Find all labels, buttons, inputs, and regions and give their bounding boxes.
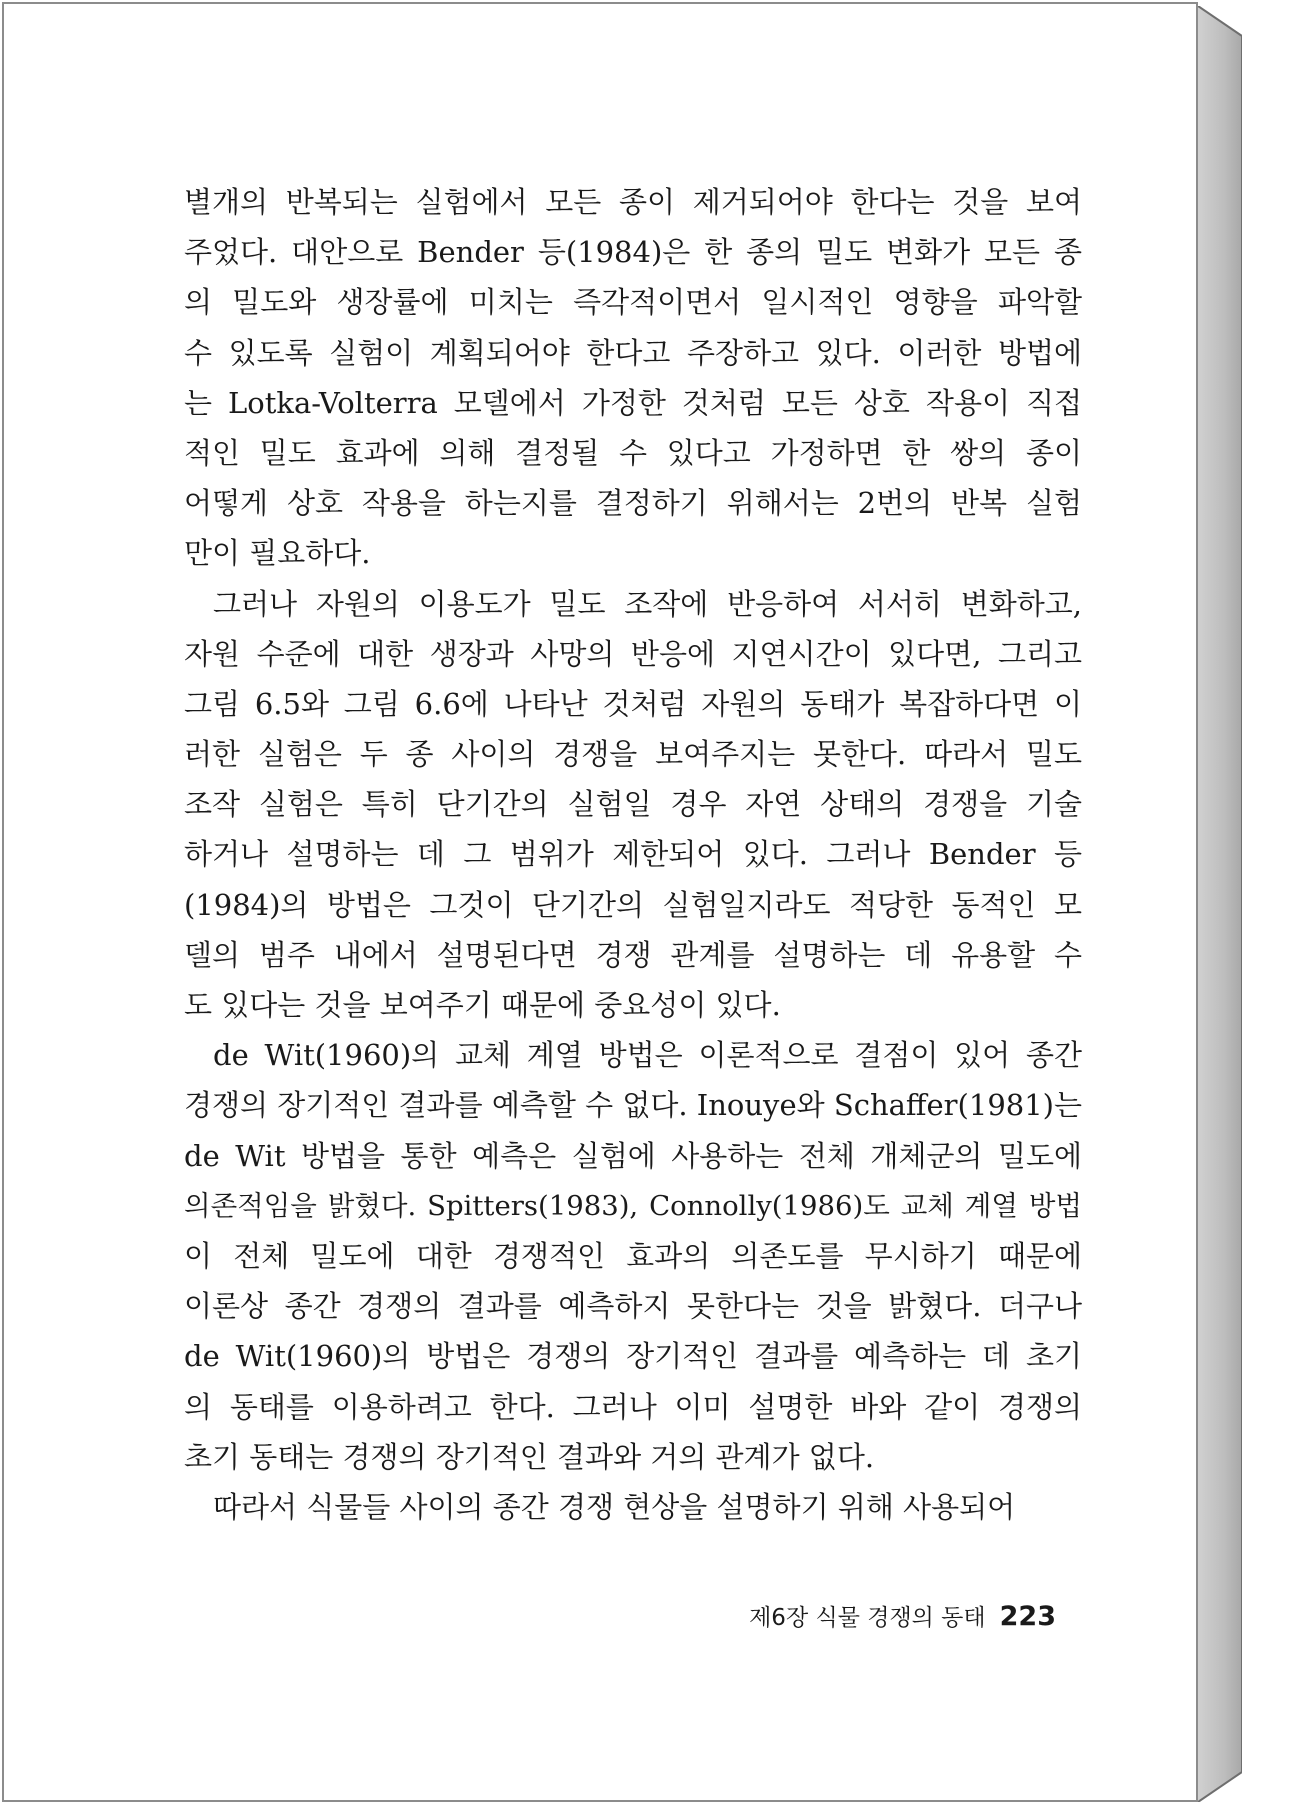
text-line: 이 전체 밀도에 대한 경쟁적인 효과의 의존도를 무시하기 때문에 <box>184 1238 1082 1273</box>
text-line: 델의 범주 내에서 설명된다면 경쟁 관계를 설명하는 데 유용할 수 <box>184 937 1082 972</box>
body-text <box>184 177 1082 1532</box>
paragraph <box>184 1030 1082 1482</box>
text-line: de Wit(1960)의 방법은 경쟁의 장기적인 결과를 예측하는 데 초기 <box>184 1339 1082 1374</box>
text-line: de Wit(1960)의 교체 계열 방법은 이론적으로 결점이 있어 종간 <box>213 1038 1082 1073</box>
text-line: 어떻게 상호 작용을 하는지를 결정하기 위해서는 2번의 반복 실험 <box>184 486 1082 521</box>
text-line: 주었다. 대안으로 Bender 등(1984)은 한 종의 밀도 변화가 모든 종 <box>184 235 1082 270</box>
text-line: 의 밀도와 생장률에 미치는 즉각적이면서 일시적인 영향을 파악할 <box>184 285 1082 320</box>
text-line: 경쟁의 장기적인 결과를 예측할 수 없다. Inouye와 Schaffer(1981)는 <box>184 1088 1082 1123</box>
text-line: 도 있다는 것을 보여주기 때문에 중요성이 있다. <box>184 988 781 1022</box>
text-line: 따라서 식물들 사이의 종간 경쟁 현상을 설명하기 위해 사용되어 <box>213 1489 1016 1524</box>
text-line: 의 동태를 이용하려고 한다. 그러나 이미 설명한 바와 같이 경쟁의 <box>184 1389 1082 1424</box>
text-line: 그러나 자원의 이용도가 밀도 조작에 반응하여 서서히 변화하고, <box>213 586 1082 621</box>
book-page-edge <box>1198 6 1242 1802</box>
paragraph <box>184 1482 1082 1532</box>
text-line: 러한 실험은 두 종 사이의 경쟁을 보여주지는 못한다. 따라서 밀도 <box>184 737 1082 772</box>
text-line: de Wit 방법을 통한 예측은 실험에 사용하는 전체 개체군의 밀도에 <box>184 1138 1082 1173</box>
text-line: 이론상 종간 경쟁의 결과를 예측하지 못한다는 것을 밝혔다. 더구나 <box>184 1289 1082 1324</box>
text-line: 적인 밀도 효과에 의해 결정될 수 있다고 가정하면 한 쌍의 종이 <box>184 435 1082 470</box>
page-footer <box>749 1599 1056 1632</box>
page-number: 223 <box>999 1601 1056 1632</box>
text-line: 수 있도록 실험이 계획되어야 한다고 주장하고 있다. 이러한 방법에 <box>184 335 1082 370</box>
text-line: (1984)의 방법은 그것이 단기간의 실험일지라도 적당한 동적인 모 <box>184 887 1082 922</box>
text-line: 는 Lotka-Volterra 모델에서 가정한 것처럼 모든 상호 작용이 직접 <box>184 385 1082 420</box>
text-line: 의존적임을 밝혔다. Spitters(1983), Connolly(1986)도 교체 계열 방법 <box>184 1189 1082 1222</box>
paragraph <box>184 177 1082 579</box>
text-line: 조작 실험은 특히 단기간의 실험일 경우 자연 상태의 경쟁을 기술 <box>184 787 1082 822</box>
text-line: 초기 동태는 경쟁의 장기적인 결과와 거의 관계가 없다. <box>184 1439 875 1474</box>
text-line: 별개의 반복되는 실험에서 모든 종이 제거되어야 한다는 것을 보여 <box>184 185 1082 219</box>
text-line: 그림 6.5와 그림 6.6에 나타난 것처럼 자원의 동태가 복잡하다면 이 <box>184 686 1082 721</box>
text-line: 자원 수준에 대한 생장과 사망의 반응에 지연시간이 있다면, 그리고 <box>184 636 1082 671</box>
paragraph <box>184 579 1082 1031</box>
text-line: 하거나 설명하는 데 그 범위가 제한되어 있다. 그러나 Bender 등 <box>184 837 1082 872</box>
text-line: 만이 필요하다. <box>184 536 371 571</box>
chapter-title: 제6장 식물 경쟁의 동태 <box>749 1605 986 1631</box>
